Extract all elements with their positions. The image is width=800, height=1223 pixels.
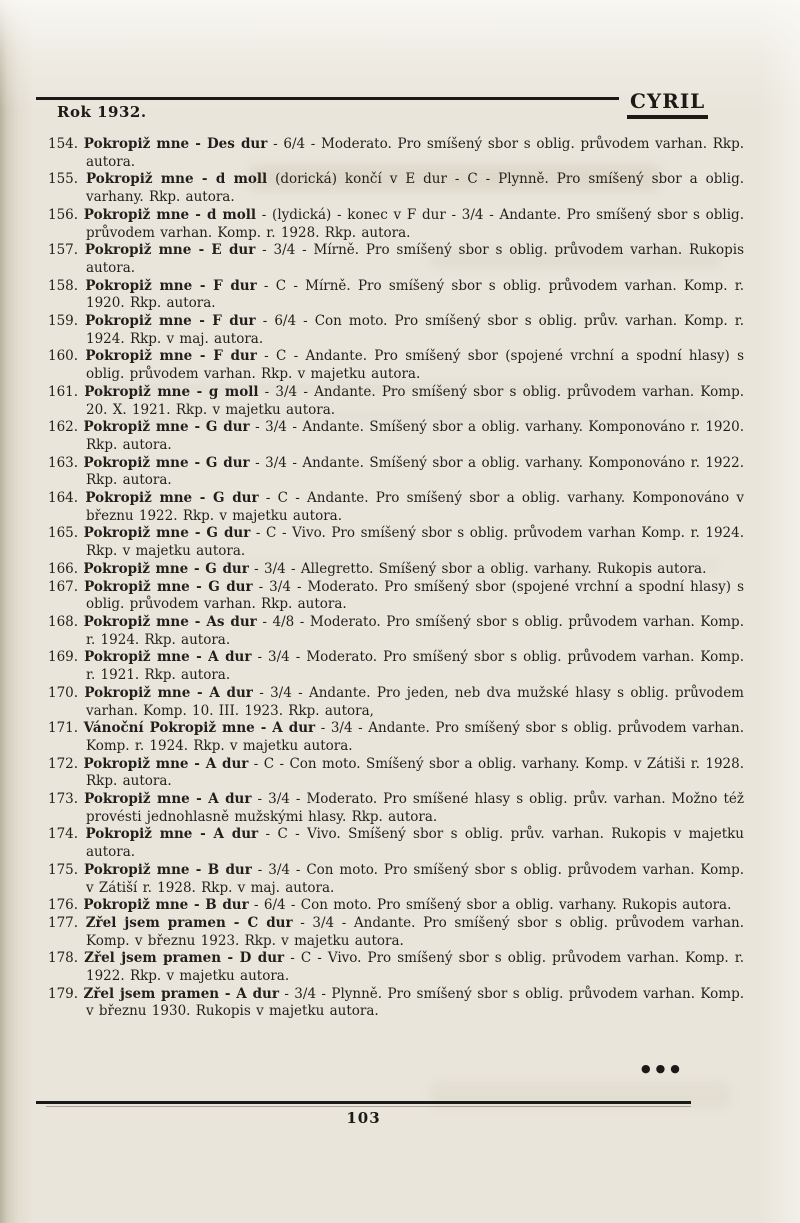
- list-item: [48, 136, 744, 171]
- list-item: [48, 826, 744, 861]
- list-item: [48, 490, 744, 525]
- entry-number: 173.: [48, 791, 79, 808]
- list-item: [48, 986, 744, 1021]
- entry-title: Pokropiž mne - g moll: [84, 383, 259, 400]
- list-item: [48, 348, 744, 383]
- entry-title: Pokropiž mne - Des dur: [83, 136, 268, 152]
- entry-title: Zřel jsem pramen - A dur: [83, 985, 279, 1002]
- entry-title: Zřel jsem pramen - D dur: [84, 950, 285, 967]
- entry-title: Zřel jsem pramen - C dur: [85, 914, 293, 931]
- entry-number: 159.: [48, 313, 79, 330]
- entry-number: 170.: [48, 684, 79, 701]
- list-item: [48, 862, 744, 897]
- entry-number: 172.: [48, 755, 79, 772]
- entry-title: Pokropiž mne - As dur: [83, 613, 257, 630]
- entry-details: - (lydická) - konec v F dur - 3/4 - Andante. Pro smíšený sbor s oblig. průvodem varhan. Komp. r. 1928. Rkp. autora.: [86, 206, 744, 241]
- entry-number: 179.: [48, 985, 79, 1002]
- entry-details: - 3/4 - Andante. Pro smíšený sbor s oblig. průvodem varhan. Komp. 20. X. 1921. Rkp. v majetku autora.: [86, 383, 744, 418]
- entry-details: - C - Con moto. Smíšený sbor a oblig. varhany. Komp. v Zátiši r. 1928. Rkp. autora.: [86, 755, 745, 790]
- entry-number: 169.: [48, 649, 79, 666]
- entry-details: - 3/4 - Andante. Pro jeden, neb dva mužské hlasy s oblig. průvodem varhan. Komp. 10. III. 1923. Rkp. autora,: [86, 684, 744, 719]
- entry-title: Pokropiž mne - E dur: [84, 242, 256, 259]
- entry-number: 158.: [48, 277, 79, 294]
- list-item: [48, 915, 744, 950]
- entry-details: - 3/4 - Mírně. Pro smíšený sbor s oblig. průvodem varhan. Rukopis autora.: [86, 242, 745, 276]
- entry-details: - C - Vivo. Pro smíšený sbor s oblig. průvodem varhan. Komp. r. 1922. Rkp. v majetku autora.: [86, 950, 744, 985]
- entry-details: - 4/8 - Moderato. Pro smíšený sbor s oblig. průvodem varhan. Komp. r. 1924. Rkp. autora.: [86, 613, 744, 648]
- list-item: [48, 561, 744, 579]
- header-rule: [36, 97, 619, 100]
- list-item: [48, 614, 744, 649]
- entry-number: 171.: [48, 720, 79, 737]
- entry-number: 174.: [48, 826, 79, 843]
- journal-title: CYRIL: [627, 89, 708, 119]
- list-item: [48, 525, 744, 560]
- list-item: [48, 384, 744, 419]
- list-item: [48, 685, 744, 720]
- entry-number: 154.: [48, 136, 79, 152]
- entry-number: 161.: [48, 383, 79, 400]
- entry-number: 156.: [48, 206, 79, 223]
- list-item: [48, 579, 744, 614]
- list-item: [48, 419, 744, 454]
- entry-details: - C - Andante. Pro smíšený sbor (spojené vrchní a spodní hlasy) s oblig. průvodem varhan. Rkp. v majetku autora.: [86, 348, 745, 383]
- entry-number: 160.: [48, 348, 79, 365]
- entry-title: Pokropiž mne - B dur: [83, 861, 252, 878]
- entry-number: 162.: [48, 419, 79, 436]
- entry-number: 164.: [48, 490, 79, 507]
- entry-details: - 3/4 - Con moto. Pro smíšený sbor s oblig. průvodem varhan. Komp. v Zátiší r. 1928. Rkp. v maj. autora.: [86, 861, 745, 896]
- entry-details: - C - Andante. Pro smíšený sbor a oblig. varhany. Komponováno v březnu 1922. Rkp. v majetku autora.: [86, 490, 744, 524]
- entry-title: Pokropiž mne - A dur: [83, 755, 249, 772]
- entry-number: 163.: [48, 454, 79, 471]
- entry-title: Pokropiž mne - B dur: [83, 897, 249, 914]
- page-number: 103: [346, 1109, 381, 1127]
- entry-details: - 6/4 - Con moto. Pro smíšený sbor s oblig. prův. varhan. Komp. r. 1924. Rkp. v maj. autora.: [86, 313, 744, 347]
- entry-title: Pokropiž mne - G dur: [85, 490, 259, 507]
- entry-title: Pokropiž mne - A dur: [84, 791, 252, 808]
- entry-title: Pokropiž mne - d moll: [83, 206, 257, 223]
- entry-details: - 3/4 - Andante. Pro smíšený sbor s oblig. průvodem varhan. Komp. v březnu 1923. Rkp. v majetku autora.: [86, 914, 745, 949]
- list-item: [48, 207, 744, 242]
- entry-details: - 6/4 - Moderato. Pro smíšený sbor s oblig. průvodem varhan. Rkp. autora.: [86, 136, 745, 170]
- list-item: [48, 455, 744, 490]
- entry-number: 157.: [48, 242, 79, 259]
- entry-title: Pokropiž mne - A dur: [85, 826, 259, 843]
- entry-title: Vánoční Pokropiž mne - A dur: [83, 720, 316, 737]
- entry-title: Pokropiž mne - F dur: [85, 277, 257, 294]
- entry-details: - 3/4 - Allegretto. Smíšený sbor a oblig. varhany. Rukopis autora.: [248, 560, 707, 577]
- entry-details: - C - Vivo. Smíšený sbor s oblig. prův. varhan. Rukopis v majetku autora.: [86, 826, 745, 861]
- entry-title: Pokropiž mne - G dur: [83, 560, 249, 577]
- entry-details: - 3/4 - Moderato. Pro smíšené hlasy s oblig. prův. varhan. Možno též provésti jednohlasně mužskými hlasy. Rkp. autora.: [86, 791, 744, 825]
- list-item: [48, 313, 744, 348]
- entry-details: - 3/4 - Andante. Smíšený sbor a oblig. varhany. Komponováno r. 1922. Rkp. autora.: [86, 454, 744, 489]
- entry-title: Pokropiž mne - A dur: [84, 684, 253, 701]
- entry-number: 167.: [48, 578, 79, 595]
- entry-details: - C - Vivo. Pro smíšený sbor s oblig. průvodem varhan Komp. r. 1924. Rkp. v majetku autora.: [86, 525, 744, 560]
- entry-details: - 3/4 - Moderato. Pro smíšený sbor (spojené vrchní a spodní hlasy) s oblig. průvodem varhan. Rkp. autora.: [86, 578, 744, 613]
- entry-details: - 3/4 - Plynně. Pro smíšený sbor s oblig. průvodem varhan. Komp. v březnu 1930. Rukopis v majetku autora.: [86, 985, 744, 1020]
- entry-number: 168.: [48, 613, 79, 630]
- list-item: [48, 756, 744, 791]
- entry-title: Pokropiž mne - G dur: [84, 578, 253, 595]
- year-label: Rok 1932.: [57, 103, 147, 121]
- list-item: [48, 950, 744, 985]
- entry-title: Pokropiž mne - A dur: [84, 649, 252, 666]
- list-item: [48, 720, 744, 755]
- entry-title: Pokropiž mne - G dur: [83, 454, 250, 471]
- entry-details: (dorická) končí v E dur - C - Plynně. Pro smíšený sbor a oblig. varhany. Rkp. autora.: [86, 171, 745, 206]
- entry-number: 175.: [48, 861, 79, 878]
- entry-title: Pokropiž mne - F dur: [85, 313, 256, 330]
- entry-number: 178.: [48, 950, 79, 967]
- entry-title: Pokropiž mne - G dur: [83, 525, 251, 542]
- bleedthrough-artifact: [430, 1082, 730, 1108]
- entry-number: 155.: [48, 171, 79, 188]
- list-item: [48, 897, 744, 915]
- entry-details: - 3/4 - Moderato. Pro smíšený sbor s oblig. průvodem varhan. Komp. r. 1921. Rkp. autora.: [86, 649, 744, 684]
- list-item: [48, 242, 744, 277]
- list-item: [48, 171, 744, 206]
- entry-details: - 3/4 - Andante. Smíšený sbor a oblig. varhany. Komponováno r. 1920. Rkp. autora.: [86, 419, 744, 453]
- list-item: [48, 649, 744, 684]
- entry-number: 177.: [48, 914, 79, 931]
- entry-title: Pokropiž mne - d moll: [86, 171, 268, 188]
- list-item: [48, 278, 744, 313]
- entry-details: - 3/4 - Andante. Pro smíšený sbor s oblig. průvodem varhan. Komp. r. 1924. Rkp. v majetku autora.: [86, 720, 744, 754]
- entry-details: - 6/4 - Con moto. Pro smíšený sbor a oblig. varhany. Rukopis autora.: [248, 897, 732, 914]
- footer-rule: [36, 1101, 691, 1104]
- entry-number: 176.: [48, 897, 79, 914]
- entry-number: 165.: [48, 525, 79, 542]
- list-item: [48, 791, 744, 826]
- section-end-ornament: ●●●: [641, 1062, 685, 1075]
- entry-details: - C - Mírně. Pro smíšený sbor s oblig. průvodem varhan. Komp. r. 1920. Rkp. autora.: [86, 277, 744, 312]
- entry-number: 166.: [48, 560, 79, 577]
- composition-list: [48, 136, 744, 1021]
- entry-title: Pokropiž mne - F dur: [85, 348, 257, 365]
- entry-title: Pokropiž mne - G dur: [83, 419, 250, 436]
